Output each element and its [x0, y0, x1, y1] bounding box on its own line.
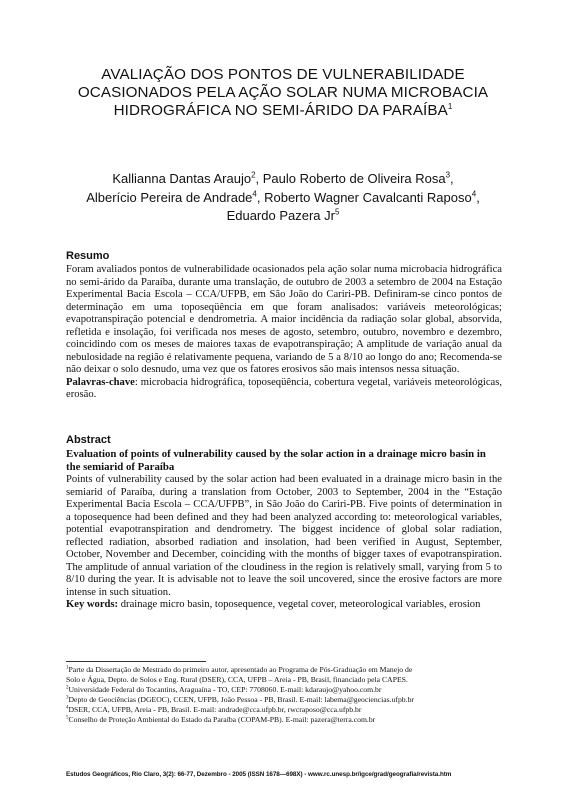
abstract-keywords-label: Key words: — [66, 599, 119, 611]
footnote-item — [66, 715, 506, 725]
author-separator: , — [450, 171, 454, 186]
footnote-mark: 4 — [66, 705, 69, 711]
footnote-line: Universidade Federal do Tocantins, Araguaína - TO, CEP: 7708060. E-mail: kdaraujo@yahoo.com.br — [68, 684, 382, 694]
abstract-keywords — [66, 599, 502, 612]
footnote-line: Solo e Água, Depto. de Solos e Eng. Rural (DSER), CCA, UFPB – Areia - PB, Brasil, financiado pela CAPES. — [66, 674, 408, 684]
footnote-item — [66, 685, 506, 695]
abstract-body — [66, 474, 502, 612]
author-affiliation-mark: 4 — [252, 189, 257, 199]
journal-citation: Estudos Geográficos, Rio Claro, 3(2): 66-77, Dezembro - 2005 (ISSN 1678—698X) - www.rc.unesp.br/igce/grad/geografia/revista.htm — [66, 771, 452, 778]
title-text: AVALIAÇÃO DOS PONTOS DE VULNERABILIDADE OCASIONADOS PELA AÇÃO SOLAR NUMA MICROBACIA HIDROGRÁFICA NO SEMI-ÁRIDO DA PARAÍBA — [77, 66, 489, 119]
paper-title — [70, 66, 496, 120]
author-affiliation-mark: 2 — [251, 170, 256, 180]
resumo-text: Foram avaliados pontos de vulnerabilidade ocasionados pela ação solar numa microbacia hidrográfica no semi-árido da Paraíba, durante uma translação, de outubro de 2003 a setembro de 2004 na Estação Experimental Bacia Escola – CCA/UFPB, em São João do Cariri-PB. Definiram-se cinco pontos de determinação em uma toposeqüência em que foram analisados: variáveis meteorológicas; evapotranspiração potencial e dendrometria. A maior incidência da radiação solar global, absorvida, refletida e insolação, foi verificada nos meses de agosto, setembro, outubro, novembro e dezembro, coincidindo com os meses de maiores taxas de evapotranspiração; A amplitude de variação anual da nebulosidade na região é relativamente pequena, variando de 5 a 8/10 ao longo do ano; Recomenda-se não deixar o solo desnudo, uma vez que os fatores erosivos são mais intensos nessa situação. — [66, 264, 502, 376]
footnote-mark: 3 — [66, 695, 69, 701]
footnote-divider — [66, 661, 206, 662]
author-affiliation-mark: 5 — [334, 207, 340, 217]
author-separator: , — [476, 189, 480, 205]
footnote-line: Depto de Geociências (DGEOC), CCEN, UFPB, João Pessoa - PB, Brasil. E-mail: labema@geociencias.ufpb.br — [68, 694, 414, 704]
title-footnote-mark: 1 — [447, 101, 453, 111]
abstract-heading: Abstract — [66, 434, 111, 446]
author-list — [68, 170, 498, 226]
author-name: Kallianna Dantas Araujo — [112, 171, 252, 186]
resumo-body — [66, 264, 502, 402]
footnotes — [66, 665, 506, 724]
footnote-line: Parte da Dissertação de Mestrado do primeiro autor, apresentado ao Programa de Pós-Graduação em Manejo de — [68, 665, 413, 674]
resumo-keywords-list: : microbacia hidrográfica, toposeqüência, cobertura vegetal, variáveis meteorológicas, erosão. — [66, 376, 502, 401]
footnote-line: DSER, CCA, UFPB, Areia - PB, Brasil. E-mail: andrade@cca.ufpb.br, rwcraposo@cca.ufpb.br — [68, 704, 362, 714]
footnote-mark: 2 — [66, 685, 69, 691]
footnote-item — [66, 695, 506, 705]
resumo-keywords-label: Palavras-chave — [66, 376, 135, 388]
footnote-mark: 1 — [66, 665, 69, 671]
footnote-item — [66, 705, 506, 715]
author-name: Eduardo Pazera Jr — [226, 208, 335, 223]
author-name: Paulo Roberto de Oliveira Rosa — [262, 171, 446, 186]
author-affiliation-mark: 4 — [471, 189, 477, 199]
author-separator: , — [256, 189, 265, 205]
resumo-keywords — [66, 377, 502, 402]
abstract-subtitle: Evaluation of points of vulnerability caused by the solar action in a drainage micro basin in the semiarid of Paraíba — [66, 448, 486, 473]
author-affiliation-mark: 3 — [445, 170, 451, 180]
author-name: Alberício Pereira de Andrade — [86, 189, 253, 205]
abstract-text: Points of vulnerability caused by the solar action had been evaluated in a drainage micro basin in the semiarid of Paraíba, during a translation from October, 2003 to September, 2004 in the “Estação Experimental Bacia Escola – CCA/UFPB”, in São João do Cariri-PB. Five points of determination in a toposequence had been defined and they had been analyzed according to: meteorological variables, potential evapotranspiration and dendrometry. The biggest incidence of global solar radiation, reflected radiation, absorbed radiation and insolation, had been verified in August, September, October, November and December, coinciding with the months of bigger taxes of evapotranspiration. The amplitude of annual variation of the cloudiness in the region is relatively small, varying from 5 to 8/10 during the year. It is advisable not to leave the soil uncovered, since the erosive factors are more intense in such situation. — [66, 474, 502, 598]
author-name: Roberto Wagner Cavalcanti Raposo — [264, 189, 472, 205]
abstract-keywords-list: drainage micro basin, toposequence, vegetal cover, meteorological variables, erosion — [118, 599, 481, 611]
footnote-mark: 5 — [66, 714, 69, 720]
footnote-line: Conselho de Proteção Ambiental do Estado da Paraíba (COPAM-PB). E-mail: pazera@terra.com.br — [68, 714, 376, 724]
resumo-heading: Resumo — [66, 250, 110, 262]
author-separator: , — [255, 171, 263, 186]
footnote-item — [66, 665, 506, 685]
